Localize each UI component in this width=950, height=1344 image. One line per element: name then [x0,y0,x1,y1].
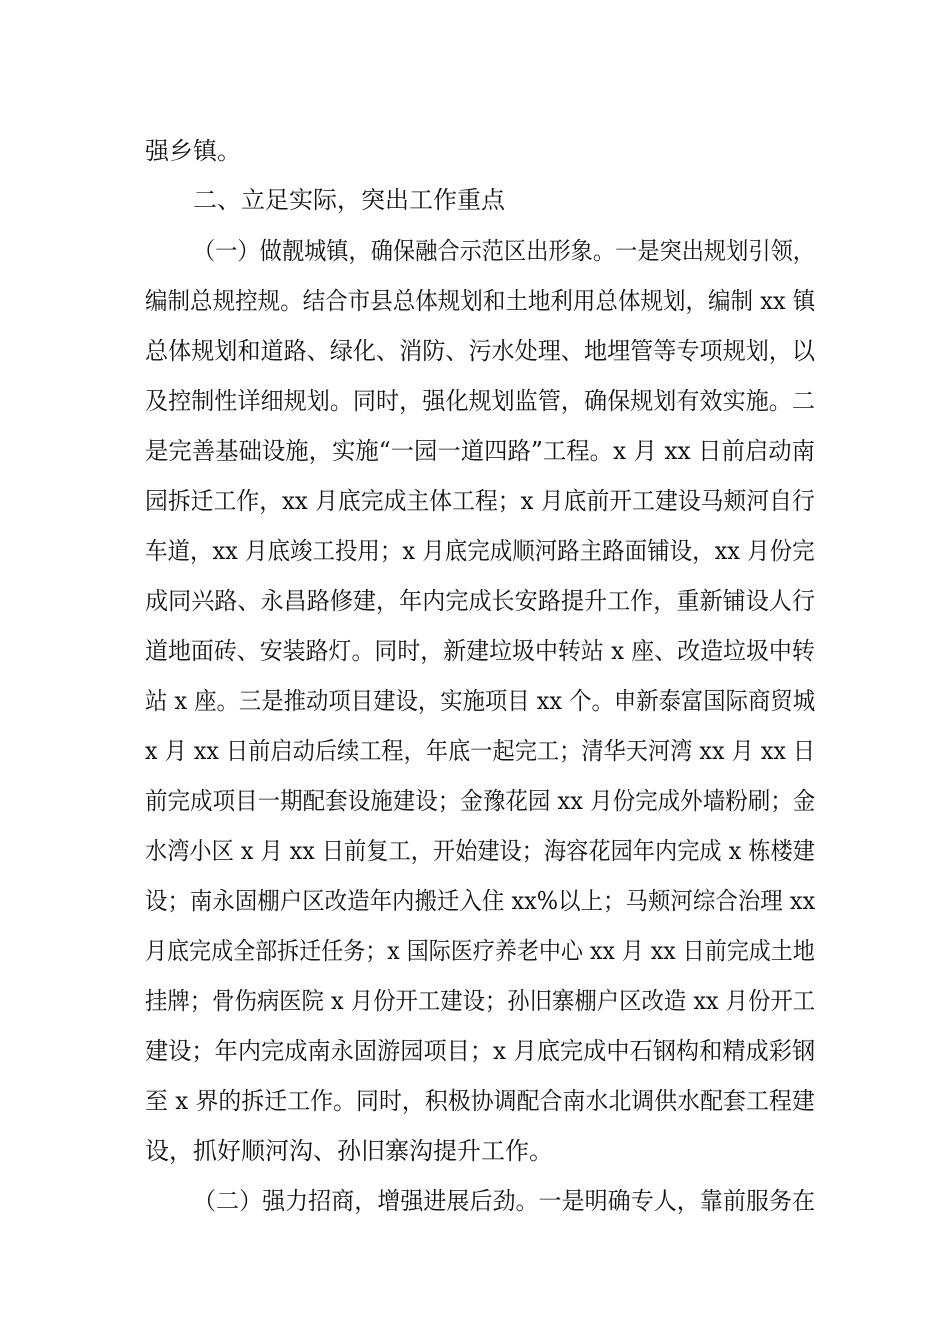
text-line: 总体规划和道路、绿化、消防、污水处理、地埋管等专项规划，以 [145,337,815,365]
subsection-heading: （二）强力招商，增强进展后劲。一是明确专人，靠前服务在 [193,1187,815,1215]
subsection-heading: （一）做靓城镇，确保融合示范区出形象。一是突出规划引领， [193,237,815,265]
text-line: 月底完成全部拆迁任务；x 国际医疗养老中心 xx 月 xx 日前完成土地 [145,937,815,965]
section-heading: 二、立足实际，突出工作重点 [193,186,505,214]
text-line: 站 x 座。三是推动项目建设，实施项目 xx 个。申新泰富国际商贸城 [145,687,816,715]
text-line: 强乡镇。 [145,137,241,165]
text-line: 前完成项目一期配套设施建设；金豫花园 xx 月份完成外墙粉刷；金 [145,787,816,815]
text-line: 至 x 界的拆迁工作。同时，积极协调配合南水北调供水配套工程建 [145,1087,815,1115]
text-line: 编制总规控规。结合市县总体规划和土地利用总体规划，编制 xx 镇 [145,287,816,315]
text-line: 设；南永固棚户区改造年内搬迁入住 xx%以上；马颊河综合治理 xx [145,887,816,915]
text-line: 道地面砖、安装路灯。同时，新建垃圾中转站 x 座、改造垃圾中转 [145,637,815,665]
text-line: 车道，xx 月底竣工投用；x 月底完成顺河路主路面铺设，xx 月份完 [145,537,815,565]
text-line: x 月 xx 日前启动后续工程，年底一起完工；清华天河湾 xx 月 xx 日 [145,737,816,765]
text-line: 是完善基础设施，实施“一园一道四路”工程。x 月 xx 日前启动南 [145,437,816,465]
text-line: 水湾小区 x 月 xx 日前复工，开始建设；海容花园年内完成 x 栋楼建 [145,837,815,865]
text-line: 设，抓好顺河沟、孙旧寨沟提升工作。 [145,1137,553,1165]
text-line: 成同兴路、永昌路修建，年内完成长安路提升工作，重新铺设人行 [145,587,815,615]
text-line: 及控制性详细规划。同时，强化规划监管，确保规划有效实施。二 [145,387,815,415]
text-line: 挂牌；骨伤病医院 x 月份开工建设；孙旧寨棚户区改造 xx 月份开工 [145,987,816,1015]
text-line: 园拆迁工作，xx 月底完成主体工程；x 月底前开工建设马颊河自行 [145,487,815,515]
text-line: 建设；年内完成南永固游园项目；x 月底完成中石钢构和精成彩钢 [145,1037,816,1065]
